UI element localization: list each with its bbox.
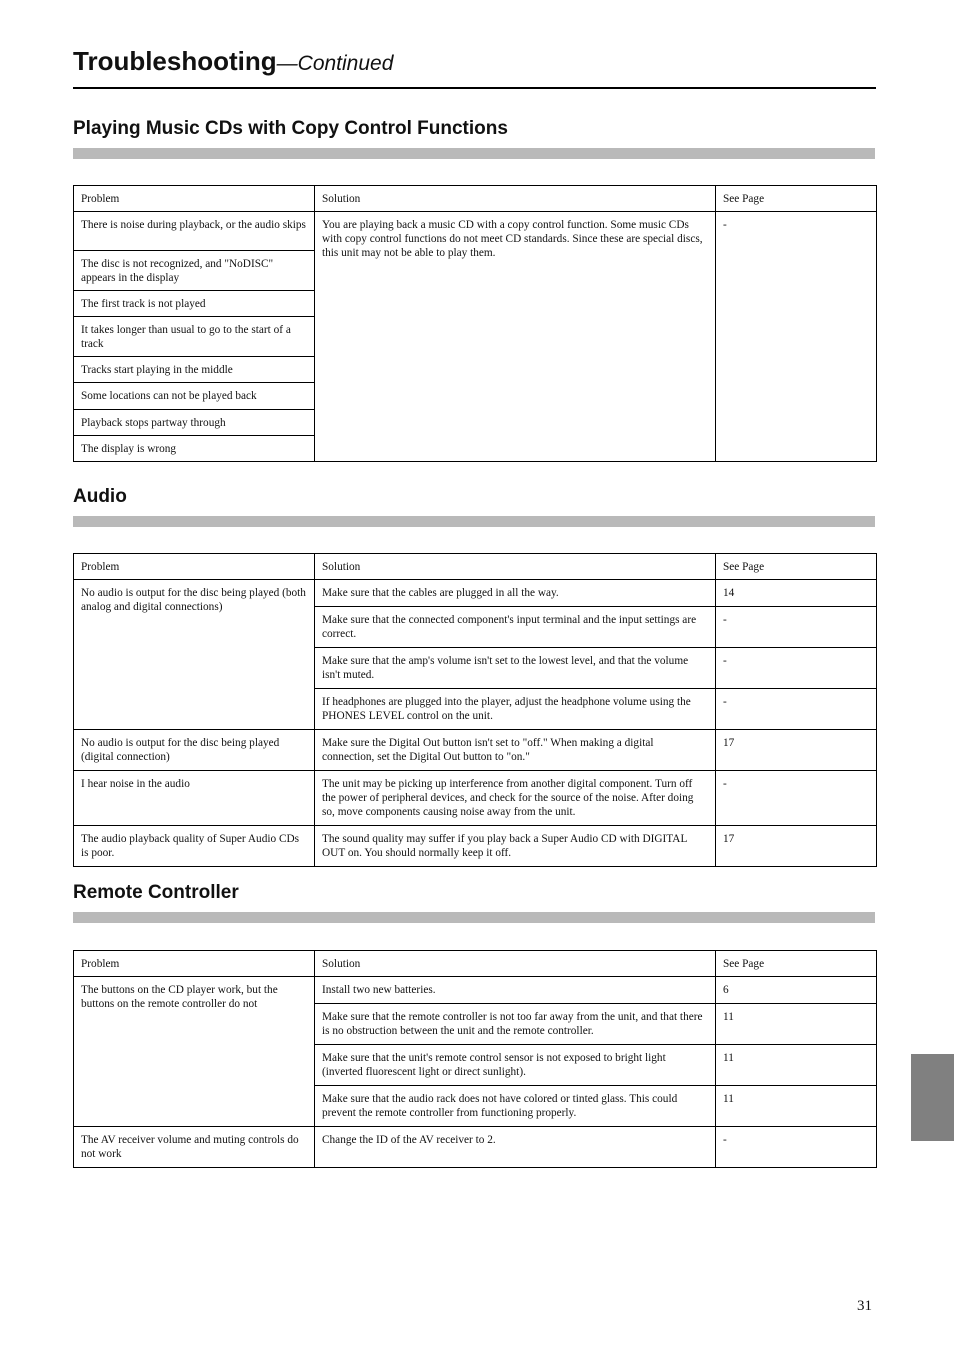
section-bar — [73, 516, 875, 527]
solution-cell: The sound quality may suffer if you play back a Super Audio CD with DIGITAL OUT on. You should normally keep it off. — [315, 826, 716, 867]
problem-cell: There is noise during playback, or the audio skips — [74, 212, 315, 251]
problem-cell: The display is wrong — [74, 436, 315, 462]
problem-cell: The AV receiver volume and muting controls do not work — [74, 1127, 315, 1168]
section-heading-copy-control: Playing Music CDs with Copy Control Functions — [73, 118, 508, 139]
page-cell: - — [716, 771, 877, 826]
problem-cell: Tracks start playing in the middle — [74, 357, 315, 383]
page-cell: - — [716, 648, 877, 689]
problem-cell: No audio is output for the disc being played (both analog and digital connections) — [74, 580, 315, 730]
header-solution: Solution — [315, 554, 716, 580]
header-problem: Problem — [74, 554, 315, 580]
audio-table — [73, 553, 877, 867]
solution-cell: Make sure that the amp's volume isn't set to the lowest level, and that the volume isn't muted. — [315, 648, 716, 689]
table-row — [74, 1127, 877, 1168]
header-problem: Problem — [74, 186, 315, 212]
header-solution: Solution — [315, 186, 716, 212]
table-row — [74, 730, 877, 771]
table-row — [74, 212, 877, 251]
solution-cell: Make sure the Digital Out button isn't set to "off." When making a digital connection, set the Digital Out button to "on." — [315, 730, 716, 771]
problem-cell: The buttons on the CD player work, but the buttons on the remote controller do not — [74, 977, 315, 1127]
section-bar — [73, 148, 875, 159]
page-cell: 11 — [716, 1045, 877, 1086]
solution-cell: Make sure that the unit's remote control sensor is not exposed to bright light (inverted fluorescent light or direct sunlight). — [315, 1045, 716, 1086]
title-rule — [73, 87, 876, 89]
page-cell: 17 — [716, 826, 877, 867]
header-see-page: See Page — [716, 554, 877, 580]
section-heading-audio: Audio — [73, 486, 127, 507]
page-cell: - — [716, 689, 877, 730]
table-row — [74, 580, 877, 607]
problem-cell: The first track is not played — [74, 291, 315, 317]
header-see-page: See Page — [716, 951, 877, 977]
solution-cell: Make sure that the audio rack does not have colored or tinted glass. This could prevent the remote controller from functioning properly. — [315, 1086, 716, 1127]
solution-cell: You are playing back a music CD with a copy control function. Some music CDs with copy control functions do not meet CD standards. Since these are special discs, this unit may not be able to play them. — [315, 212, 716, 462]
copy-control-table — [73, 185, 877, 462]
remote-controller-table — [73, 950, 877, 1168]
table-header-row — [74, 186, 877, 212]
problem-cell: I hear noise in the audio — [74, 771, 315, 826]
section-bar — [73, 912, 875, 923]
solution-cell: The unit may be picking up interference from another digital component. Turn off the power of peripheral devices, and check for the source of the noise. After doing so, move components causing noise away from the unit. — [315, 771, 716, 826]
solution-cell: Install two new batteries. — [315, 977, 716, 1004]
table-row — [74, 826, 877, 867]
header-solution: Solution — [315, 951, 716, 977]
page-cell: 6 — [716, 977, 877, 1004]
page-cell: 17 — [716, 730, 877, 771]
page-number: 31 — [857, 1298, 872, 1314]
header-problem: Problem — [74, 951, 315, 977]
problem-cell: No audio is output for the disc being played (digital connection) — [74, 730, 315, 771]
table-row — [74, 771, 877, 826]
problem-cell: Playback stops partway through — [74, 410, 315, 436]
page-cell: - — [716, 607, 877, 648]
problem-cell: It takes longer than usual to go to the start of a track — [74, 317, 315, 357]
section-heading-remote-controller: Remote Controller — [73, 882, 239, 903]
table-row — [74, 977, 877, 1004]
table-header-row — [74, 554, 877, 580]
solution-cell: Make sure that the cables are plugged in all the way. — [315, 580, 716, 607]
title-continued: —Continued — [276, 52, 394, 75]
header-see-page: See Page — [716, 186, 877, 212]
problem-cell: The disc is not recognized, and "NoDISC" appears in the display — [74, 251, 315, 291]
title-text: Troubleshooting — [73, 46, 277, 76]
page-cell: 14 — [716, 580, 877, 607]
table-header-row — [74, 951, 877, 977]
solution-cell: If headphones are plugged into the player, adjust the headphone volume using the PHONES LEVEL control on the unit. — [315, 689, 716, 730]
solution-cell: Make sure that the remote controller is not too far away from the unit, and that there is no obstruction between the unit and the remote controller. — [315, 1004, 716, 1045]
page-cell: 11 — [716, 1004, 877, 1045]
problem-cell: The audio playback quality of Super Audio CDs is poor. — [74, 826, 315, 867]
page-cell: - — [716, 1127, 877, 1168]
chapter-tab — [911, 1054, 954, 1141]
page-title — [73, 44, 393, 81]
solution-cell: Change the ID of the AV receiver to 2. — [315, 1127, 716, 1168]
solution-cell: Make sure that the connected component's input terminal and the input settings are correct. — [315, 607, 716, 648]
page-cell: 11 — [716, 1086, 877, 1127]
page-cell: - — [716, 212, 877, 462]
problem-cell: Some locations can not be played back — [74, 383, 315, 410]
